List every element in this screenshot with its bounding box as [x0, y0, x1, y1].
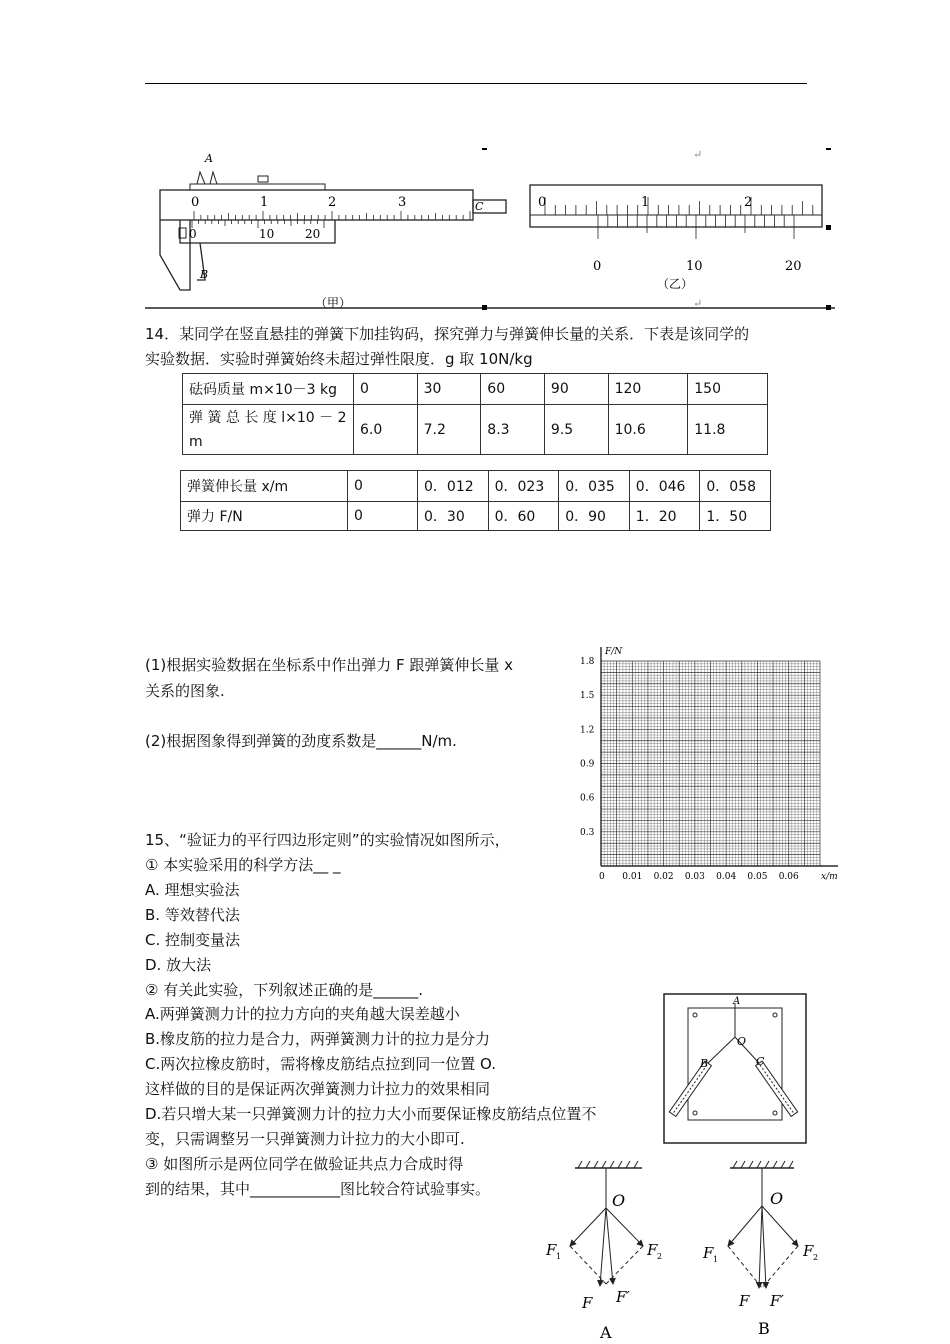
q14-intro-2: 实验数据．实验时弹簧始终未超过弹性限度．g 取 10N/kg [145, 350, 533, 368]
table1-row1-label: 砝码质量 m×10－3 kg [183, 374, 354, 405]
q15-option2: A.两弹簧测力计的拉力方向的夹角越大误差越小 [145, 1005, 460, 1023]
table1-cell: 6.0 [354, 405, 418, 455]
board-label-a: A [733, 996, 741, 1007]
jia-main-1: 1 [260, 195, 269, 210]
extension-force-table [180, 470, 771, 531]
table2-cell: 0．046 [629, 471, 700, 502]
q14-part2: (2)根据图象得到弹簧的劲度系数是______N/m. [145, 732, 457, 750]
x-tick-label: 0.04 [716, 872, 737, 882]
caliper-label-b: B [200, 268, 209, 281]
yi-main-0: 0 [538, 195, 547, 210]
diagram-a-f2: F [647, 1241, 658, 1259]
diagram-a-f1-sub: 1 [556, 1252, 562, 1261]
x-tick-label: 0.05 [747, 872, 768, 882]
diagram-b-f1-sub: 1 [713, 1255, 719, 1264]
diagram-a-caption: A [600, 1323, 612, 1342]
table1-cell: 120 [608, 374, 688, 405]
table2-cell: 0．023 [488, 471, 559, 502]
q15-sub1: ① 本实验采用的科学方法__ _ [145, 856, 341, 874]
y-tick-label: 1.8 [580, 657, 595, 667]
table1-cell: 9.5 [544, 405, 608, 455]
diagram-a-f: F [582, 1294, 593, 1312]
jia-main-2: 2 [328, 195, 337, 210]
board-label-b: B [700, 1057, 709, 1070]
q15-sub3-line2: 到的结果，其中____________图比较合符试验事实。 [145, 1180, 491, 1198]
board-label-o: O [737, 1035, 747, 1048]
x-tick-label: 0.02 [653, 872, 674, 882]
q15-option2: D.若只增大某一只弹簧测力计的拉力大小而要保证橡皮筋结点位置不 [145, 1105, 597, 1123]
board-label-c: C [756, 1055, 765, 1068]
table1-cell: 30 [417, 374, 481, 405]
q15-option2: C.两次拉橡皮筋时，需将橡皮筋结点拉到同一位置 O. [145, 1055, 496, 1073]
x-tick-label: 0 [599, 872, 605, 882]
return-mark-1: ↵ [693, 148, 703, 161]
yi-vernier-0: 0 [593, 259, 602, 274]
y-tick-label: 1.5 [580, 691, 595, 702]
q15-option2: B.橡皮筋的拉力是合力，两弹簧测力计的拉力是分力 [145, 1030, 491, 1048]
diagram-b-fp: F′ [770, 1292, 784, 1310]
q14-part1-line1: (1)根据实验数据在坐标系中作出弹力 F 跟弹簧伸长量 x [145, 656, 514, 674]
jia-vernier-0: 0 [189, 227, 197, 241]
table2-cell: 1．50 [700, 502, 771, 531]
diagram-b-f2-sub: 2 [813, 1253, 819, 1262]
table1-cell: 0 [354, 374, 418, 405]
return-mark-2: ↵ [693, 297, 703, 310]
table1-cell: 10.6 [608, 405, 688, 455]
table2-cell: 0．90 [559, 502, 630, 531]
table2-cell: 0．058 [700, 471, 771, 502]
table1-cell: 90 [544, 374, 608, 405]
diagram-b-f: F [739, 1292, 750, 1310]
caliper-label-a: A [205, 152, 213, 165]
table1-cell: 60 [481, 374, 545, 405]
q14-intro-1: 14．某同学在竖直悬挂的弹簧下加挂钩码，探究弹力与弹簧伸长量的关系．下表是该同学的 [145, 325, 750, 343]
jia-main-0: 0 [191, 195, 200, 210]
table2-cell: 0．012 [418, 471, 489, 502]
q15-option: D. 放大法 [145, 956, 212, 974]
x-axis-label: x/m [821, 872, 838, 882]
table2-row1-label: 弹簧伸长量 x/m [181, 471, 348, 502]
table2-cell: 0．035 [559, 471, 630, 502]
table1-cell: 150 [688, 374, 768, 405]
diagram-a-fp: F′ [616, 1288, 630, 1306]
diagram-b-o: O [770, 1189, 784, 1208]
header-rule [145, 83, 807, 84]
q15-option: C. 控制变量法 [145, 931, 241, 949]
table1-cell: 8.3 [481, 405, 545, 455]
q14-part1-line2: 关系的图象. [145, 682, 225, 700]
q15-option2: 这样做的目的是保证两次弹簧测力计拉力的效果相同 [145, 1080, 491, 1098]
table1-row2-label-a: 弹 簧 总 长 度 l×10 － 2 [189, 409, 347, 426]
diagram-b-f1: F [703, 1244, 714, 1262]
table1-cell: 7.2 [417, 405, 481, 455]
jia-vernier-20: 20 [305, 227, 321, 241]
yi-main-2: 2 [744, 195, 753, 210]
diagram-a [545, 1161, 662, 1342]
y-tick-label: 0.6 [580, 793, 595, 804]
x-tick-label: 0.03 [684, 872, 705, 882]
y-axis-label: F/N [605, 647, 623, 657]
table2-cell: 0 [348, 471, 418, 502]
label-jia: （甲） [315, 296, 352, 310]
table1-row2-label-b: m [189, 433, 203, 450]
caliper-figure [145, 140, 845, 315]
q15-option2: 变，只需调整另一只弹簧测力计拉力的大小即可. [145, 1130, 465, 1148]
force-diagrams [540, 1160, 840, 1344]
force-board-figure [663, 993, 808, 1145]
mass-length-table [182, 373, 768, 455]
y-tick-label: 1.2 [580, 725, 595, 736]
table2-cell: 1．20 [629, 502, 700, 531]
jia-vernier-10: 10 [259, 227, 275, 241]
diagram-b-caption: B [758, 1319, 770, 1338]
diagram-b-f2: F [803, 1242, 814, 1260]
diagram-a-o: O [612, 1191, 626, 1210]
table1-row2-label [183, 405, 354, 455]
yi-vernier-20: 20 [785, 259, 802, 274]
q15-title: 15、“验证力的平行四边形定则”的实验情况如图所示， [145, 831, 510, 849]
y-tick-label: 0.9 [580, 759, 595, 770]
label-yi: （乙） [657, 277, 694, 291]
force-extension-grid-chart [575, 643, 845, 888]
q15-sub3-line1: ③ 如图所示是两位同学在做验证共点力合成时得 [145, 1155, 464, 1173]
diagram-a-f1: F [546, 1241, 557, 1259]
caliper-label-c: C [475, 200, 484, 213]
table1-cell: 11.8 [688, 405, 768, 455]
q15-option: B. 等效替代法 [145, 906, 240, 924]
q15-option: A. 理想实验法 [145, 881, 240, 899]
yi-vernier-10: 10 [686, 259, 703, 274]
y-tick-label: 0.3 [580, 827, 595, 838]
x-tick-label: 0.06 [778, 872, 799, 882]
table2-cell: 0．60 [488, 502, 559, 531]
jia-main-3: 3 [398, 195, 407, 210]
q15-sub2: ② 有关此实验，下列叙述正确的是______. [145, 981, 423, 999]
yi-main-1: 1 [641, 195, 650, 210]
table2-cell: 0．30 [418, 502, 489, 531]
table2-row2-label: 弹力 F/N [181, 502, 348, 531]
table2-cell: 0 [348, 502, 418, 531]
diagram-b [702, 1161, 818, 1338]
x-tick-label: 0.01 [622, 872, 643, 882]
diagram-a-f2-sub: 2 [657, 1252, 663, 1261]
